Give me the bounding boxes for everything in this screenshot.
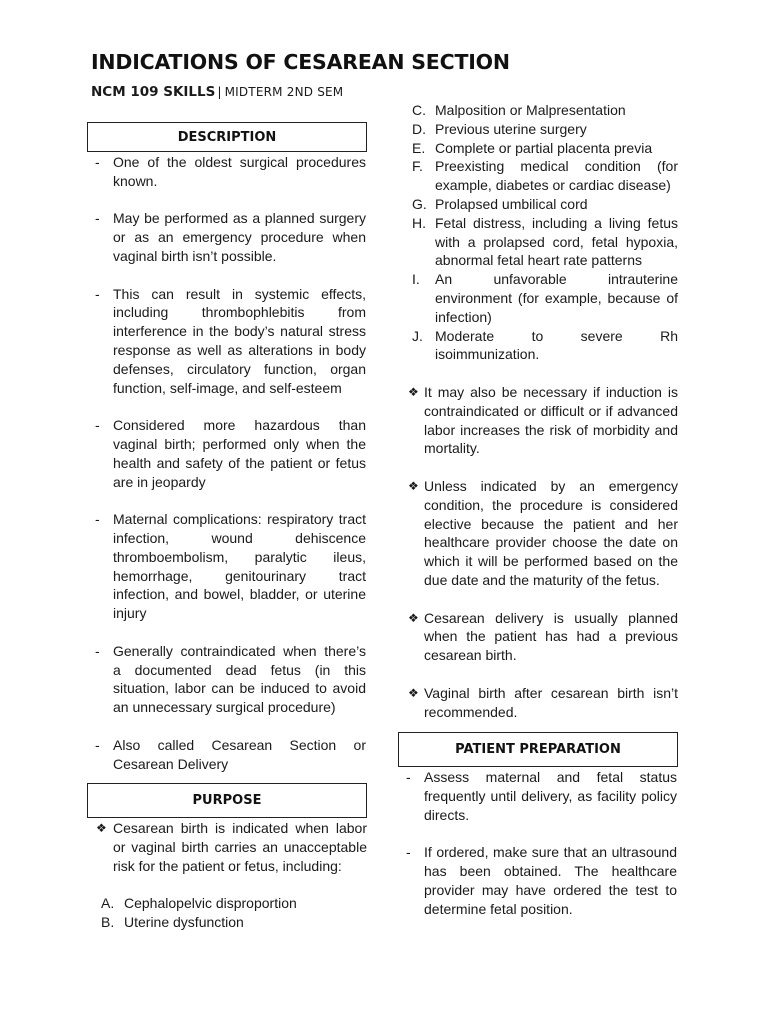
list-letter: G. bbox=[412, 195, 427, 212]
list-item-text: Cephalopelvic disproportion bbox=[124, 895, 297, 912]
left-column bbox=[87, 122, 367, 932]
indication-list-right bbox=[398, 101, 678, 364]
subtitle-separator: | bbox=[217, 84, 222, 99]
list-item bbox=[87, 736, 367, 774]
list-item bbox=[398, 270, 678, 326]
purpose-note-text: Vaginal birth after cesarean birth isn’t recommended. bbox=[424, 684, 678, 720]
list-item-text: Uterine dysfunction bbox=[124, 914, 244, 931]
description-heading: DESCRIPTION bbox=[87, 122, 367, 152]
purpose-note bbox=[398, 609, 678, 665]
list-item bbox=[87, 153, 367, 191]
list-letter: B. bbox=[101, 914, 115, 931]
dash-marker: - bbox=[95, 511, 100, 528]
list-item-text: One of the oldest surgical procedures known. bbox=[113, 154, 366, 189]
page-subtitle bbox=[91, 84, 343, 100]
list-item bbox=[87, 209, 367, 265]
dash-marker: - bbox=[406, 844, 411, 861]
list-item-text: Also called Cesarean Section or Cesarean Delivery bbox=[113, 736, 366, 772]
purpose-note bbox=[398, 477, 678, 590]
purpose-note-text: Cesarean delivery is usually planned when the patient has had a previous cesarean birth. bbox=[424, 609, 678, 664]
list-letter: F. bbox=[412, 158, 423, 175]
purpose-note-text: Unless indicated by an emergency condition, the procedure is considered elective because the patient and her healthcare provider choose the date on which it will be performed based on the due date and the maturity of the fetus. bbox=[424, 477, 678, 588]
diamond-bullet-icon: ❖ bbox=[96, 821, 107, 836]
list-item bbox=[87, 913, 367, 932]
list-letter: D. bbox=[412, 120, 426, 137]
dash-marker: - bbox=[95, 285, 100, 302]
list-item bbox=[398, 120, 678, 139]
list-item-text: If ordered, make sure that an ultrasound has been obtained. The healthcare provider may have ordered the test to determine fetal position. bbox=[424, 844, 677, 917]
dash-marker: - bbox=[95, 154, 100, 170]
list-item-text: May be performed as a planned surgery or as an emergency procedure when vaginal birth isn’t possible. bbox=[113, 210, 366, 264]
list-item-text: Preexisting medical condition (for example, diabetes or cardiac disease) bbox=[435, 158, 678, 194]
list-item bbox=[87, 285, 367, 398]
patient-preparation-heading: PATIENT PREPARATION bbox=[398, 732, 678, 767]
list-item-text: Considered more hazardous than vaginal birth; performed only when the health and safety of the patient or fetus are in jeopardy bbox=[113, 417, 366, 490]
purpose-intro-text: Cesarean birth is indicated when labor or vaginal birth carries an unacceptable risk for the patient or fetus, including: bbox=[113, 820, 367, 874]
purpose-note bbox=[398, 383, 678, 458]
list-letter: H. bbox=[412, 214, 426, 231]
list-item-text: Previous uterine surgery bbox=[435, 120, 587, 137]
term-label: MIDTERM 2ND SEM bbox=[224, 85, 344, 99]
dash-marker: - bbox=[95, 642, 100, 659]
diamond-bullet-icon: ❖ bbox=[408, 685, 419, 700]
list-item bbox=[398, 139, 678, 158]
course-label: NCM 109 SKILLS bbox=[91, 84, 216, 100]
purpose-note-text: It may also be necessary if induction is contraindicated or difficult or if advanced labor increases the risk of morbidity and mortality. bbox=[424, 383, 678, 457]
list-item bbox=[398, 768, 678, 824]
dash-marker: - bbox=[95, 210, 100, 227]
indication-list-left bbox=[87, 894, 367, 932]
list-item bbox=[398, 327, 678, 365]
right-column bbox=[398, 101, 678, 937]
list-item bbox=[87, 894, 367, 913]
list-item bbox=[398, 101, 678, 120]
dash-marker: - bbox=[406, 769, 411, 786]
purpose-note bbox=[398, 684, 678, 722]
list-item-text: Malposition or Malpresentation bbox=[435, 102, 626, 118]
page-title: INDICATIONS OF CESAREAN SECTION bbox=[91, 50, 510, 74]
list-item bbox=[398, 214, 678, 270]
list-item-text: An unfavorable intrauterine environment (for example, because of infection) bbox=[435, 271, 678, 325]
diamond-bullet-icon: ❖ bbox=[408, 478, 419, 493]
list-item-text: Generally contraindicated when there’s a documented dead fetus (in this situation, labor can be induced to avoid an unnecessary surgical procedure) bbox=[113, 642, 366, 716]
list-letter: I. bbox=[412, 271, 420, 288]
list-item-text: Maternal complications: respiratory tract infection, wound dehiscence thromboembolism, paralytic ileus, hemorrhage, genitourinary tract infection, and bowel, bladder, or uterine injury bbox=[113, 511, 366, 622]
purpose-section bbox=[87, 783, 367, 932]
list-item-text: Complete or partial placenta previa bbox=[435, 139, 653, 156]
list-item-text: Moderate to severe Rh isoimmunization. bbox=[435, 327, 678, 363]
patient-preparation-list bbox=[398, 768, 678, 918]
description-list bbox=[87, 153, 367, 773]
purpose-heading: PURPOSE bbox=[87, 783, 367, 818]
list-letter: C. bbox=[412, 102, 426, 118]
purpose-intro bbox=[87, 819, 367, 875]
list-item bbox=[398, 157, 678, 195]
list-letter: J. bbox=[412, 327, 423, 344]
list-item bbox=[398, 195, 678, 214]
list-item-text: This can result in systemic effects, including thrombophlebitis from interference in the body’s natural stress response as well as alterations in body defenses, circulatory function, organ function, self-image, and self-esteem bbox=[113, 285, 366, 396]
dash-marker: - bbox=[95, 736, 100, 753]
list-item bbox=[87, 510, 367, 623]
list-item-text: Fetal distress, including a living fetus with a prolapsed cord, fetal hypoxia, abnormal fetal heart rate patterns bbox=[435, 214, 678, 269]
diamond-bullet-icon: ❖ bbox=[408, 384, 419, 399]
list-item bbox=[87, 416, 367, 491]
diamond-bullet-icon: ❖ bbox=[408, 610, 419, 625]
list-item bbox=[398, 843, 678, 918]
list-letter: A. bbox=[101, 895, 115, 912]
list-letter: E. bbox=[412, 139, 426, 156]
list-item-text: Prolapsed umbilical cord bbox=[435, 195, 588, 212]
list-item-text: Assess maternal and fetal status frequently until delivery, as facility policy directs. bbox=[424, 769, 677, 823]
list-item bbox=[87, 642, 367, 717]
dash-marker: - bbox=[95, 417, 100, 434]
